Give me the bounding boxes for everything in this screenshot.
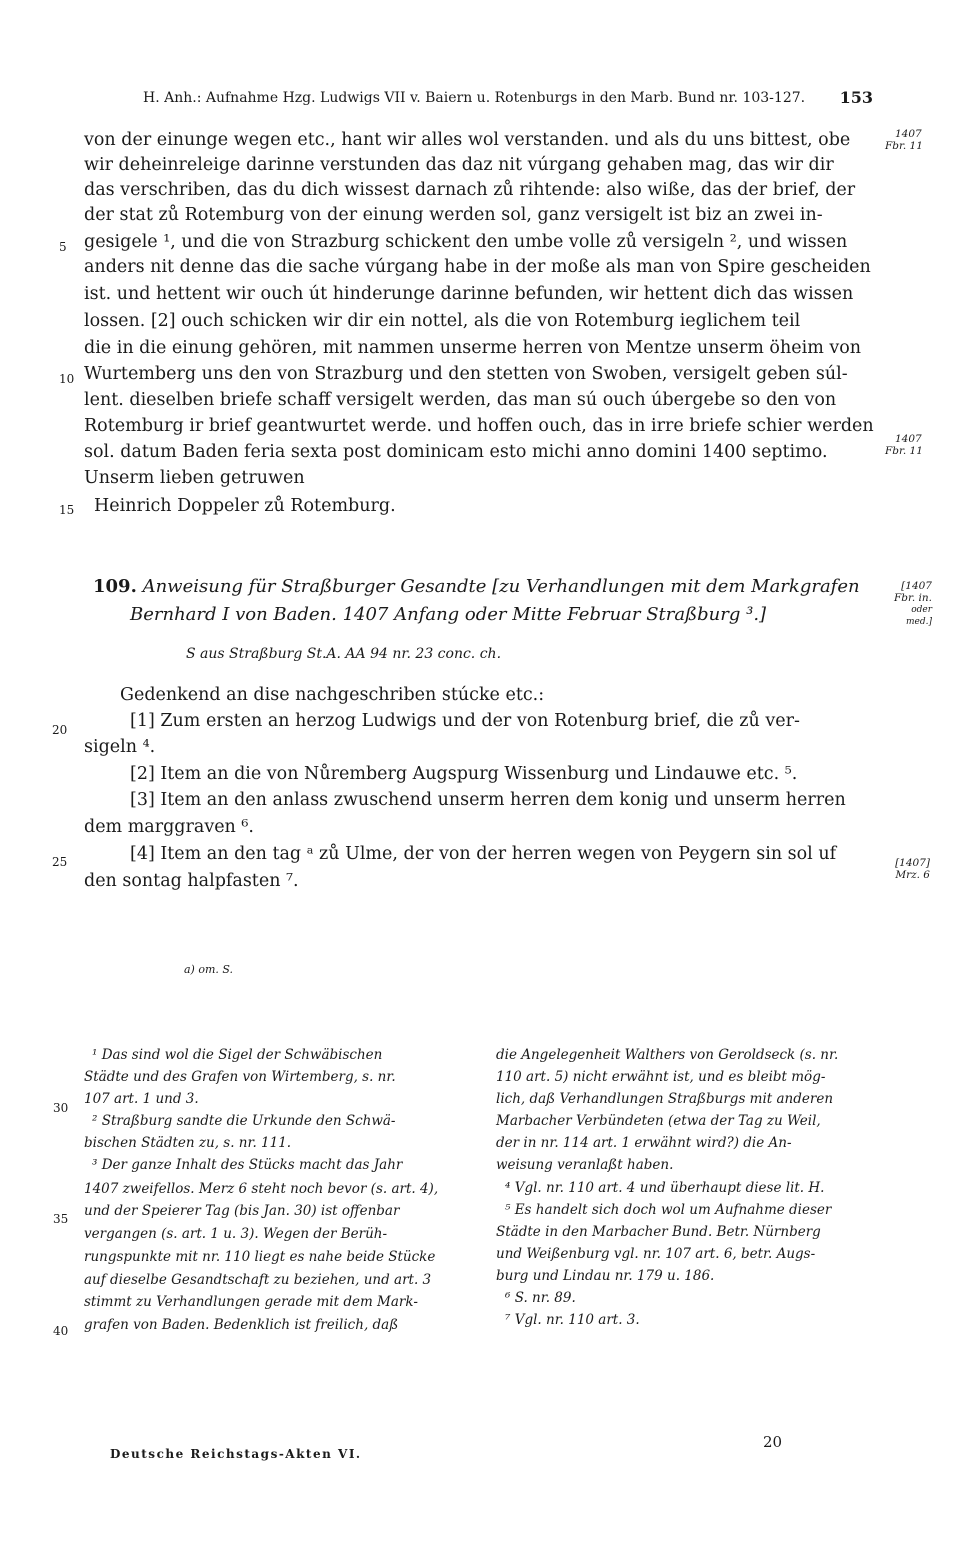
entry-line: sigeln ⁴. bbox=[84, 737, 156, 757]
entry-line: dem marggraven ⁶. bbox=[84, 817, 254, 837]
line-number: 20 bbox=[52, 723, 68, 737]
footnote-line: Städte in den Marbacher Bund. Betr. Nürnberg bbox=[496, 1224, 821, 1240]
footnote-line: weisung veranlaßt haben. bbox=[496, 1157, 674, 1173]
body-line: Wurtemberg uns den von Strazburg und den stetten von Swoben, versigelt geben súl- bbox=[84, 364, 848, 384]
body-line: Unserm lieben getruwen bbox=[84, 468, 305, 488]
entry-line: [4] Item an den tag ᵃ zů Ulme, der von der herren wegen von Peygern sin sol uf bbox=[130, 844, 837, 864]
footnote-line: die Angelegenheit Walthers von Geroldseck (s. nr. bbox=[496, 1047, 839, 1063]
line-number: 15 bbox=[59, 503, 75, 517]
line-number: 35 bbox=[53, 1212, 69, 1226]
margin-note bbox=[885, 128, 923, 152]
footnote-line: lich, daß Verhandlungen Straßburgs mit anderen bbox=[496, 1091, 834, 1107]
margin-note-line: 1407 bbox=[895, 433, 922, 445]
footnote-line: vergangen (s. art. 1 u. 3). Wegen der Berüh- bbox=[84, 1226, 388, 1242]
footnote-line: ³ Der ganze Inhalt des Stücks macht das Jahr bbox=[92, 1157, 403, 1173]
margin-note-line: 1407 bbox=[895, 128, 922, 140]
line-number: 40 bbox=[53, 1324, 69, 1338]
body-line: gesigele ¹, und die von Strazburg schickent den umbe volle zů versigeln ², und wissen bbox=[84, 232, 848, 252]
margin-note-line: [1407 bbox=[901, 580, 932, 592]
footnote-line: ⁶ S. nr. 89. bbox=[505, 1290, 576, 1306]
body-line: von der einunge wegen etc., hant wir alles wol verstanden. und als du uns bittest, obe bbox=[84, 130, 851, 150]
page-number: 153 bbox=[839, 88, 873, 107]
footnote-line: auf dieselbe Gesandtschaft zu beziehen, und art. 3 bbox=[84, 1272, 432, 1288]
body-line: lossen. [2] ouch schicken wir dir ein nottel, als die von Rotemburg ieglichem teil bbox=[84, 311, 801, 331]
body-line: der stat zů Rotemburg von der einung werden sol, ganz versigelt ist biz an zwei in- bbox=[84, 205, 823, 225]
line-number: 25 bbox=[52, 855, 68, 869]
line-number: 5 bbox=[59, 240, 67, 254]
footnote-line: ⁵ Es handelt sich doch wol um Aufnahme dieser bbox=[505, 1202, 832, 1218]
body-line: die in die einung gehören, mit nammen unserme herren von Mentze unserm öheim von bbox=[84, 338, 862, 358]
footnote-line: 110 art. 5) nicht erwähnt ist, und es bleibt mög- bbox=[496, 1069, 826, 1085]
footnote-line: 1407 zweifellos. Merz 6 steht noch bevor (s. art. 4), bbox=[84, 1181, 439, 1197]
entry-line: [3] Item an den anlass zwuschend unserm herren dem konig und unserm herren bbox=[130, 790, 846, 810]
line-number: 30 bbox=[53, 1101, 69, 1115]
running-header-title: H. Anh.: Aufnahme Hzg. Ludwigs VII v. Baiern u. Rotenburgs in den Marb. Bund nr. 103-127. bbox=[143, 90, 806, 106]
margin-note-line: Fbr. 11 bbox=[885, 445, 923, 457]
footnote-line: und Weißenburg vgl. nr. 107 art. 6, betr. Augs- bbox=[496, 1246, 816, 1262]
body-line: sol. datum Baden feria sexta post dominicam esto michi anno domini 1400 septimo. bbox=[84, 442, 828, 462]
margin-note-line: med.] bbox=[906, 617, 932, 627]
footnote-line: und der Speierer Tag (bis Jan. 30) ist offenbar bbox=[84, 1203, 400, 1219]
footer-signature-number: 20 bbox=[763, 1433, 783, 1451]
footnote-line: grafen von Baden. Bedenklich ist freilich, daß bbox=[84, 1317, 399, 1333]
entry-number: 109. bbox=[93, 576, 137, 597]
footnote-line: burg und Lindau nr. 179 u. 186. bbox=[496, 1268, 715, 1284]
running-header bbox=[143, 88, 883, 110]
margin-note-line: [1407] bbox=[895, 857, 930, 869]
body-line: ist. und hettent wir ouch út hinderunge darinne befunden, wir hettent dich das wissen bbox=[84, 284, 854, 304]
margin-note-line: Fbr. in. bbox=[893, 592, 932, 604]
footnote-line: rungspunkte mit nr. 110 liegt es nahe beide Stücke bbox=[84, 1249, 436, 1265]
body-line: Heinrich Doppeler zů Rotemburg. bbox=[94, 496, 396, 516]
footnote-line: ⁷ Vgl. nr. 110 art. 3. bbox=[505, 1312, 640, 1328]
entry-heading-text: Anweisung für Straßburger Gesandte [zu Verhandlungen mit dem Markgrafen bbox=[142, 576, 860, 597]
entry-line: [2] Item an die von Nůremberg Augspurg Wissenburg und Lindauwe etc. ⁵. bbox=[130, 764, 798, 784]
footnote-line: der in nr. 114 art. 1 erwähnt wird?) die An- bbox=[496, 1135, 792, 1151]
margin-note-line: Mrz. 6 bbox=[895, 869, 930, 881]
entry-line: Gedenkend an dise nachgeschriben stúcke etc.: bbox=[120, 685, 545, 705]
margin-note bbox=[885, 433, 923, 457]
footnote-line: 107 art. 1 und 3. bbox=[84, 1091, 199, 1107]
footnote-line: bischen Städten zu, s. nr. 111. bbox=[84, 1135, 292, 1151]
footnote-line: stimmt zu Verhandlungen gerade mit dem Mark- bbox=[84, 1294, 418, 1310]
footnote-line: Marbacher Verbündeten (etwa der Tag zu Weil, bbox=[496, 1113, 821, 1129]
footnote-line: Städte und des Grafen von Wirtemberg, s. nr. bbox=[84, 1069, 396, 1085]
footnote-line: ² Straßburg sandte die Urkunde den Schwä- bbox=[92, 1113, 396, 1129]
entry-heading-line bbox=[93, 575, 860, 599]
body-line: das verschriben, das du dich wissest darnach zů rihtende: also wiße, das der brief, der bbox=[84, 180, 856, 200]
footnote-line: ¹ Das sind wol die Sigel der Schwäbischen bbox=[92, 1047, 383, 1063]
line-number: 10 bbox=[59, 372, 75, 386]
entry-heading-line: Bernhard I von Baden. 1407 Anfang oder Mitte Februar Straßburg ³.] bbox=[130, 604, 767, 625]
body-line: anders nit denne das die sache vúrgang habe in der moße als man von Spire gescheiden bbox=[84, 257, 871, 277]
margin-note-line: oder bbox=[911, 605, 932, 615]
entry-line: den sontag halpfasten ⁷. bbox=[84, 871, 299, 891]
entry-line: [1] Zum ersten an herzog Ludwigs und der von Rotenburg brief, die zů ver- bbox=[130, 711, 800, 731]
margin-note bbox=[890, 857, 930, 881]
body-line: wir deheinreleige darinne verstunden das daz nit vúrgang gehaben mag, das wir dir bbox=[84, 155, 834, 175]
apparatus-note: a) om. S. bbox=[184, 963, 234, 976]
entry-source: S aus Straßburg St.A. AA 94 nr. 23 conc. ch. bbox=[186, 646, 502, 662]
footnote-line: ⁴ Vgl. nr. 110 art. 4 und überhaupt diese lit. H. bbox=[505, 1180, 825, 1196]
footer-publication: Deutsche Reichstags-Akten VI. bbox=[110, 1447, 362, 1461]
body-line: lent. dieselben briefe schaff versigelt werden, das man sú ouch úbergebe so den von bbox=[84, 390, 837, 410]
body-line: Rotemburg ir brief geantwurtet werde. und hoffen ouch, das in irre briefe schier werden bbox=[84, 416, 874, 436]
margin-note-line: Fbr. 11 bbox=[885, 140, 923, 152]
margin-note bbox=[892, 580, 932, 628]
